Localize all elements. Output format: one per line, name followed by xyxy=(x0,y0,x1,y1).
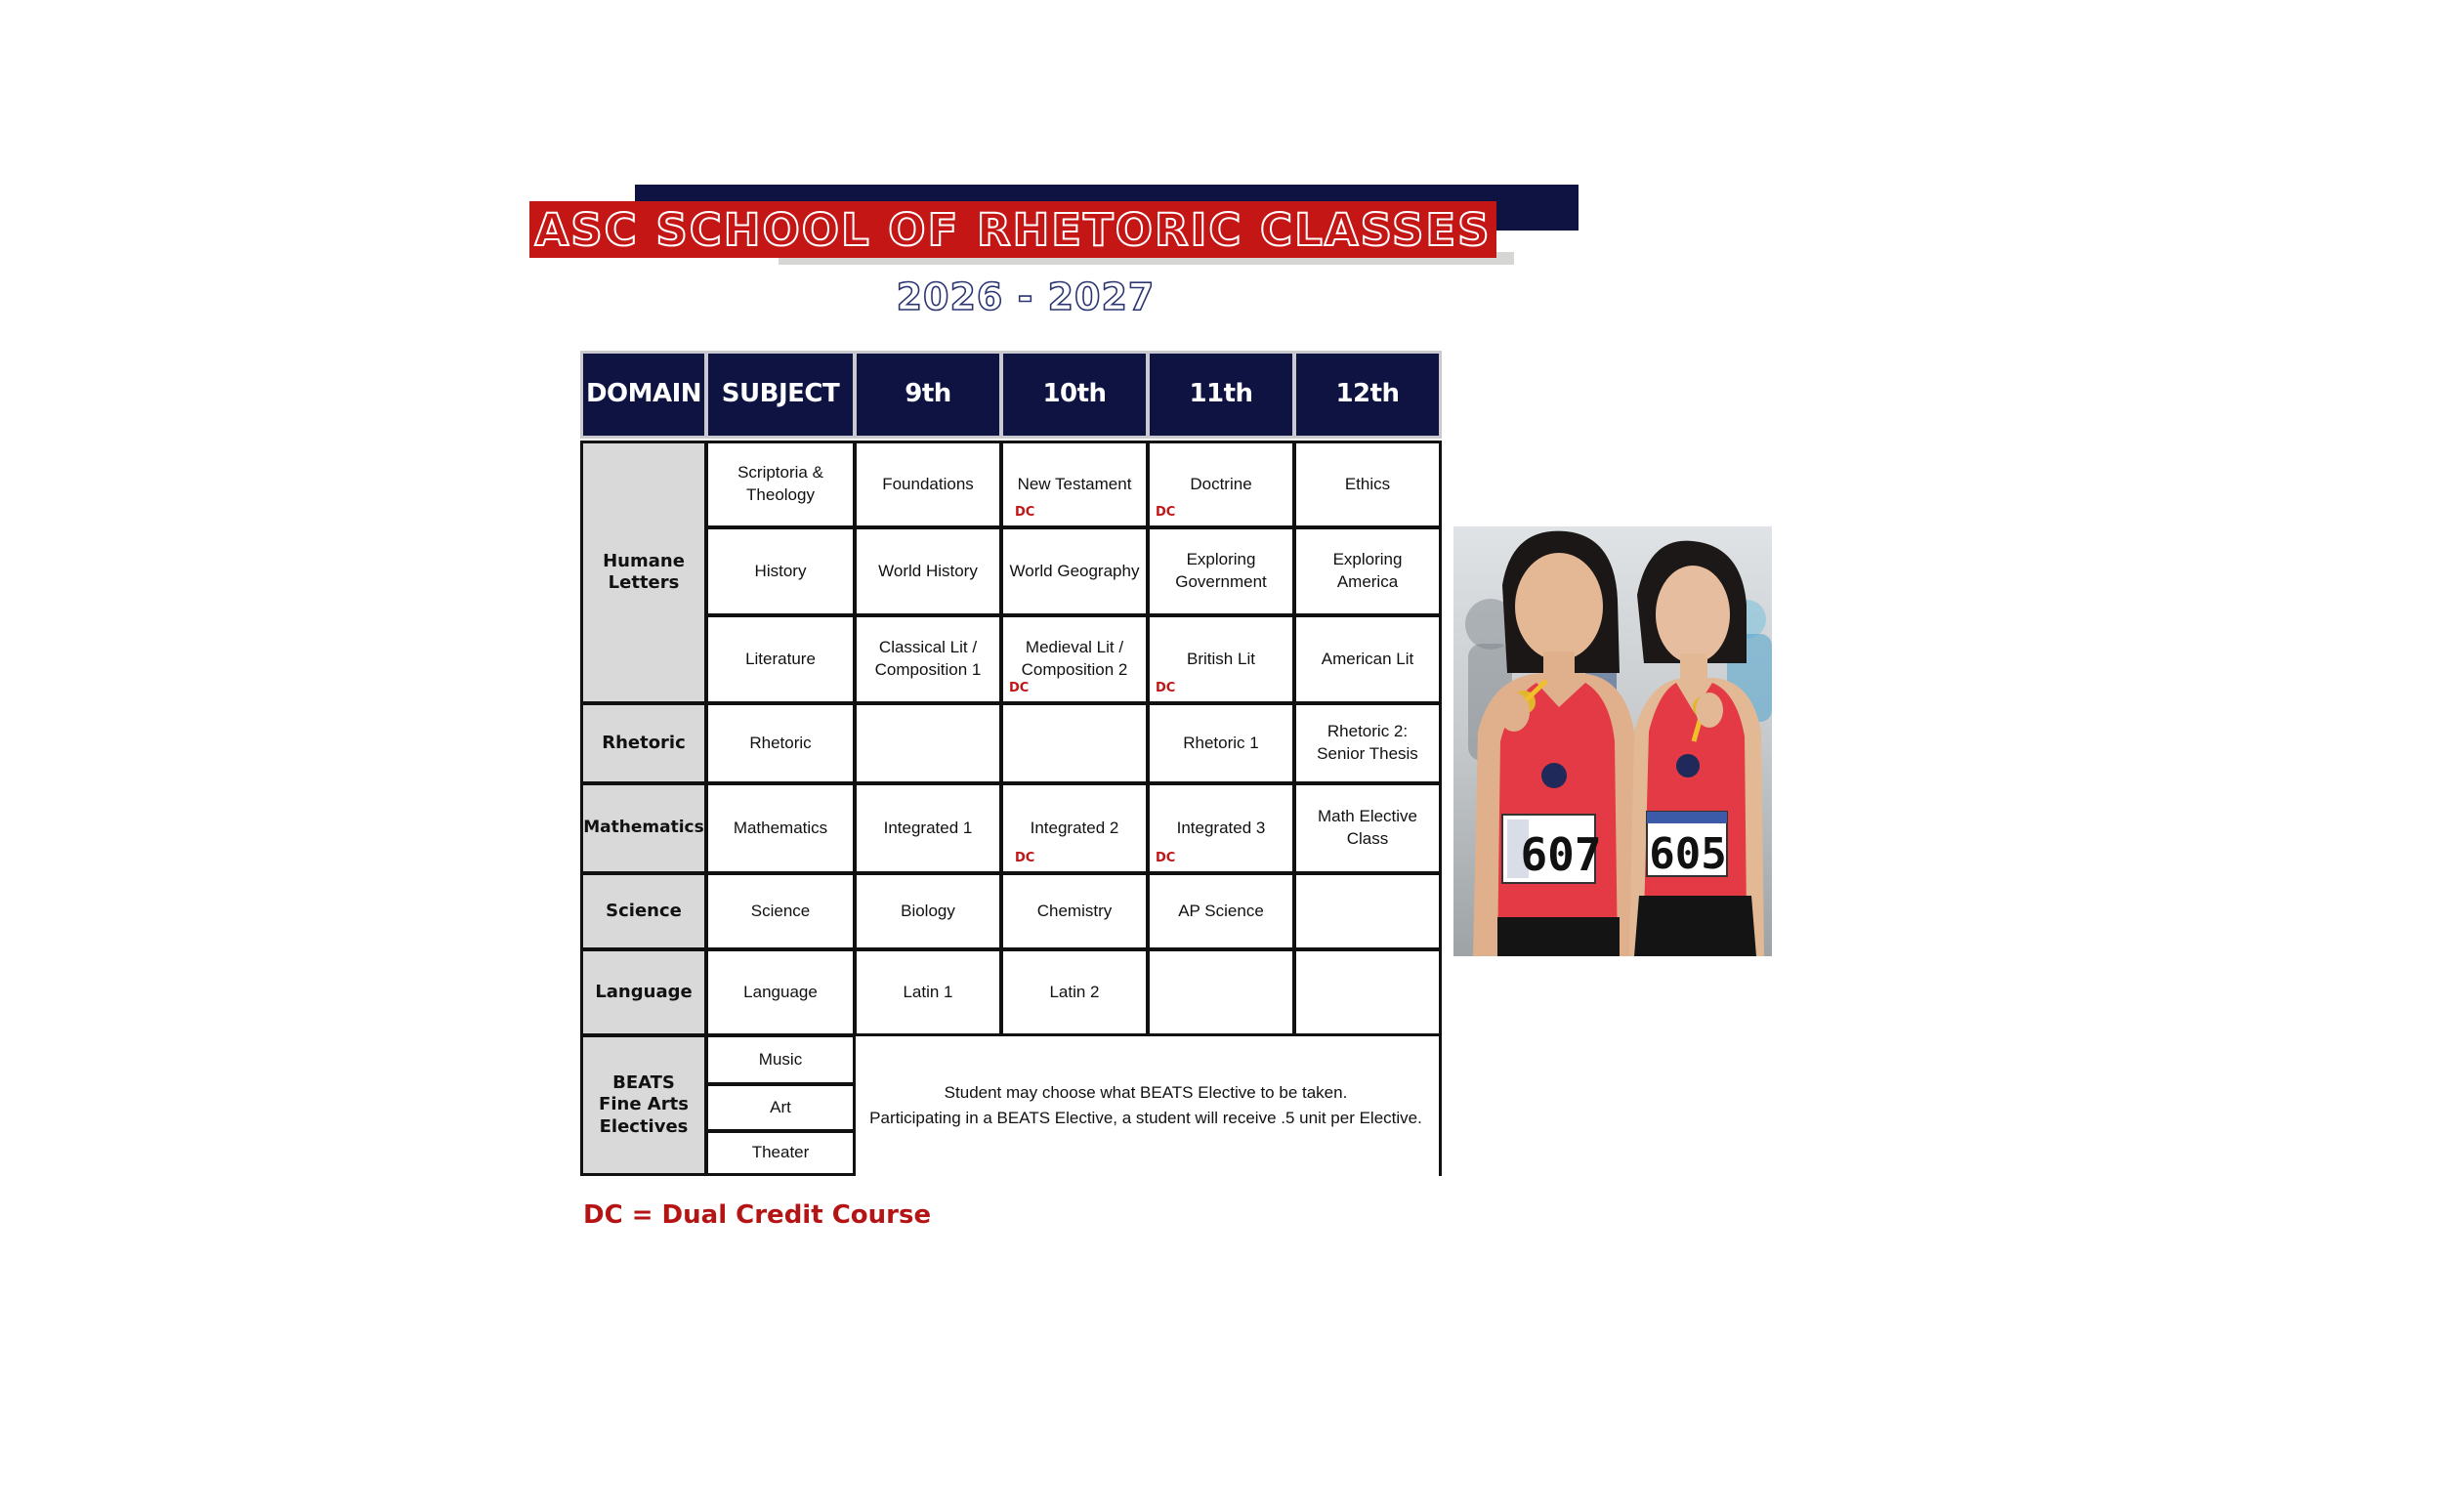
course-cell-empty xyxy=(1147,948,1295,1036)
subject-cell: Mathematics xyxy=(705,782,856,874)
course-cell: Biology xyxy=(854,872,1002,950)
course-cell: Foundations xyxy=(854,441,1002,528)
domain-beats-fine-arts: BEATS Fine Arts Electives xyxy=(580,1034,707,1176)
course-cell xyxy=(1147,782,1295,874)
course-name: Doctrine xyxy=(1190,474,1252,493)
column-header-11th: 11th xyxy=(1147,351,1295,439)
domain-mathematics: Mathematics xyxy=(580,782,707,874)
subject-cell: Science xyxy=(705,872,856,950)
course-cell: AP Science xyxy=(1147,872,1295,950)
domain-rhetoric: Rhetoric xyxy=(580,702,707,784)
banner-red-bar xyxy=(529,201,1496,258)
course-cell xyxy=(1000,441,1149,528)
column-header-10th: 10th xyxy=(1000,351,1149,439)
column-header-domain: DOMAIN xyxy=(580,351,707,439)
dual-credit-legend: DC = Dual Credit Course xyxy=(583,1200,932,1230)
runners-illustration xyxy=(1453,526,1772,956)
dual-credit-tag: DC xyxy=(1015,505,1035,521)
course-cell xyxy=(1000,614,1149,704)
beats-note-line: Participating in a BEATS Elective, a student will receive .5 unit per Elective. xyxy=(869,1108,1422,1127)
subject-cell: Literature xyxy=(705,614,856,704)
page-title: ASC SCHOOL OF RHETORIC CLASSES xyxy=(534,203,1492,256)
course-cell: Exploring America xyxy=(1293,526,1442,616)
domain-language: Language xyxy=(580,948,707,1036)
domain-science: Science xyxy=(580,872,707,950)
domain-humane-letters: Humane Letters xyxy=(580,441,707,704)
course-cell-empty xyxy=(1000,702,1149,784)
beats-subject-music: Music xyxy=(705,1034,856,1085)
course-cell xyxy=(1147,614,1295,704)
course-cell xyxy=(1147,441,1295,528)
course-cell: Latin 1 xyxy=(854,948,1002,1036)
dual-credit-tag: DC xyxy=(1156,851,1176,866)
course-cell: Latin 2 xyxy=(1000,948,1149,1036)
course-cell: Classical Lit / Composition 1 xyxy=(854,614,1002,704)
subject-cell: Language xyxy=(705,948,856,1036)
course-cell: Ethics xyxy=(1293,441,1442,528)
course-cell: Rhetoric 1 xyxy=(1147,702,1295,784)
course-cell: World Geography xyxy=(1000,526,1149,616)
dual-credit-tag: DC xyxy=(1156,505,1176,521)
subject-cell: Rhetoric xyxy=(705,702,856,784)
course-cell-empty xyxy=(1293,948,1442,1036)
school-year: 2026 - 2027 xyxy=(896,275,1156,318)
subject-cell: Scriptoria & Theology xyxy=(705,441,856,528)
dual-credit-tag: DC xyxy=(1015,851,1035,866)
subject-cell: History xyxy=(705,526,856,616)
course-cell: Integrated 1 xyxy=(854,782,1002,874)
course-cell: Exploring Government xyxy=(1147,526,1295,616)
course-cell: Math Elective Class xyxy=(1293,782,1442,874)
course-cell-empty xyxy=(1293,872,1442,950)
beats-elective-note xyxy=(853,1034,1442,1176)
course-cell: American Lit xyxy=(1293,614,1442,704)
dual-credit-tag: DC xyxy=(1156,681,1176,696)
beats-subject-art: Art xyxy=(705,1083,856,1132)
course-cell: Rhetoric 2: Senior Thesis xyxy=(1293,702,1442,784)
course-name: New Testament xyxy=(1017,474,1132,493)
column-header-9th: 9th xyxy=(854,351,1002,439)
course-cell: Chemistry xyxy=(1000,872,1149,950)
course-name: Integrated 3 xyxy=(1176,818,1266,837)
bib-605: 605 xyxy=(1649,829,1727,879)
beats-note-line: Student may choose what BEATS Elective to be taken. xyxy=(944,1083,1348,1102)
column-header-12th: 12th xyxy=(1293,351,1442,439)
beats-subject-theater: Theater xyxy=(705,1130,856,1176)
course-cell xyxy=(1000,782,1149,874)
course-cell: World History xyxy=(854,526,1002,616)
course-name: British Lit xyxy=(1187,649,1255,668)
runners-photo xyxy=(1453,526,1772,956)
course-name: Medieval Lit / Composition 2 xyxy=(1021,638,1128,679)
course-name: Integrated 2 xyxy=(1030,818,1119,837)
dual-credit-tag: DC xyxy=(1009,681,1030,696)
course-cell-empty xyxy=(854,702,1002,784)
bib-607: 607 xyxy=(1520,828,1602,881)
column-header-subject: SUBJECT xyxy=(705,351,856,439)
